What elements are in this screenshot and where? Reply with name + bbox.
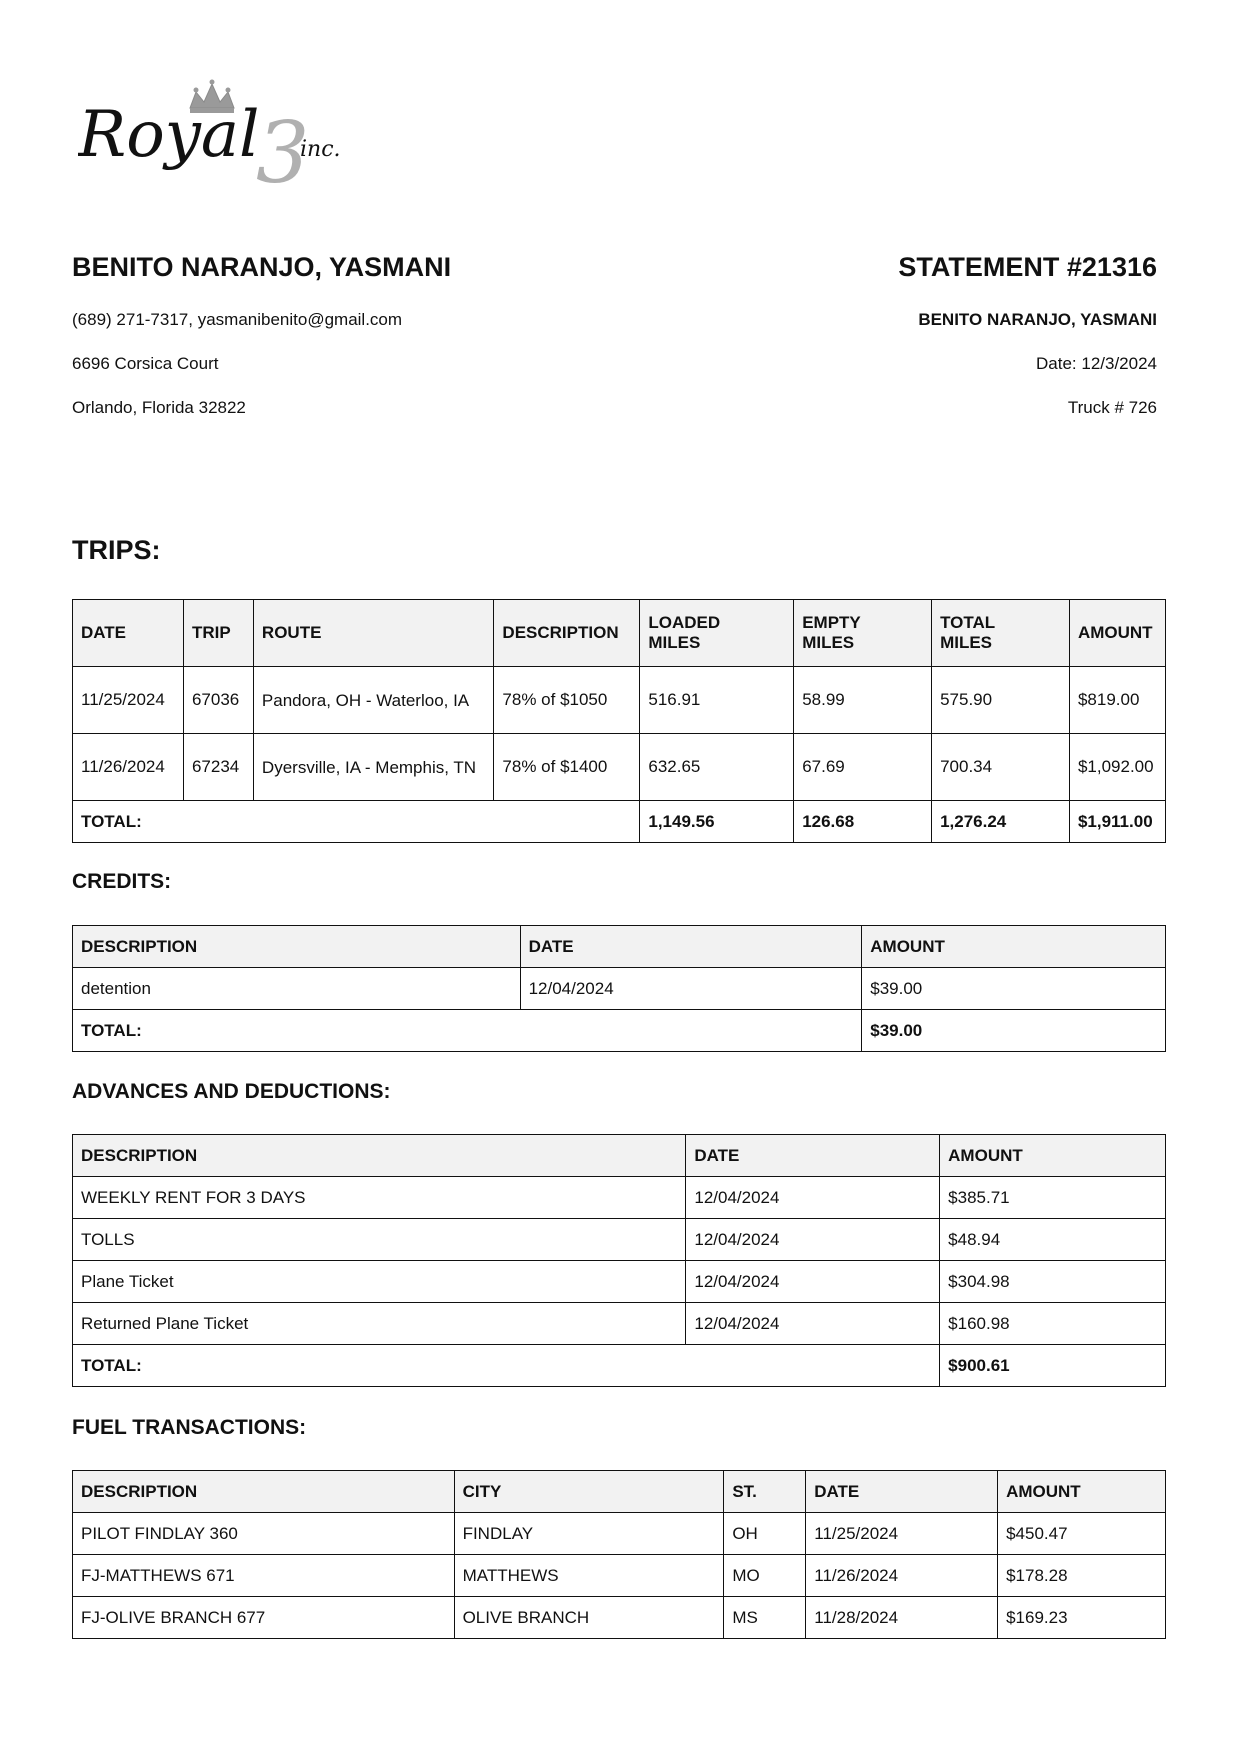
table-cell: 12/04/2024	[686, 1303, 940, 1345]
table-row	[73, 1513, 1166, 1555]
total-label: TOTAL:	[73, 801, 640, 843]
table-cell: $160.98	[940, 1303, 1166, 1345]
table-cell: 516.91	[640, 667, 794, 734]
deductions-title: ADVANCES AND DEDUCTIONS:	[72, 1080, 391, 1103]
driver-address-line1: 6696 Corsica Court	[72, 354, 219, 373]
table-cell: FJ-OLIVE BRANCH 677	[73, 1597, 455, 1639]
deductions-total-row	[73, 1345, 1166, 1387]
trips-table	[72, 599, 1166, 843]
column-header: DATE	[686, 1135, 940, 1177]
driver-address-line2: Orlando, Florida 32822	[72, 398, 246, 417]
table-cell: Dyersville, IA - Memphis, TN	[253, 734, 494, 801]
logo-number-text: 3	[256, 104, 310, 190]
table-cell: Returned Plane Ticket	[73, 1303, 686, 1345]
table-cell: 11/25/2024	[73, 667, 184, 734]
total-empty-miles: 126.68	[794, 801, 932, 843]
credits-table	[72, 925, 1166, 1052]
column-header: DATE	[73, 600, 184, 667]
table-row	[73, 667, 1166, 734]
table-cell: $450.47	[998, 1513, 1166, 1555]
total-label: TOTAL:	[73, 1345, 940, 1387]
table-cell: 78% of $1050	[494, 667, 640, 734]
table-cell: 11/25/2024	[806, 1513, 998, 1555]
table-cell: $819.00	[1069, 667, 1165, 734]
driver-name: BENITO NARANJO, YASMANI	[72, 252, 452, 282]
total-amount: $39.00	[862, 1010, 1166, 1052]
credits-header-row	[73, 926, 1166, 968]
trips-header-row	[73, 600, 1166, 667]
fuel-title: FUEL TRANSACTIONS:	[72, 1416, 307, 1439]
total-amount: $900.61	[940, 1345, 1166, 1387]
table-cell: 12/04/2024	[686, 1261, 940, 1303]
table-row	[73, 1177, 1166, 1219]
driver-contact: (689) 271-7317, yasmanibenito@gmail.com	[72, 310, 403, 329]
table-cell: 67036	[183, 667, 253, 734]
table-row	[73, 734, 1166, 801]
column-header: DESCRIPTION	[73, 926, 521, 968]
column-header: ST.	[724, 1471, 806, 1513]
table-cell: 11/26/2024	[806, 1555, 998, 1597]
column-header: AMOUNT	[940, 1135, 1166, 1177]
crown-logo-icon	[78, 78, 388, 190]
trips-total-row	[73, 801, 1166, 843]
logo-royal-text: Royal	[78, 98, 260, 172]
column-header: CITY	[454, 1471, 724, 1513]
table-cell: 575.90	[932, 667, 1070, 734]
table-cell: $39.00	[862, 968, 1166, 1010]
company-logo	[78, 78, 388, 190]
table-cell: 12/04/2024	[686, 1177, 940, 1219]
deductions-header-row	[73, 1135, 1166, 1177]
table-cell: OLIVE BRANCH	[454, 1597, 724, 1639]
table-cell: Pandora, OH - Waterloo, IA	[253, 667, 494, 734]
table-cell: PILOT FINDLAY 360	[73, 1513, 455, 1555]
fuel-table	[72, 1470, 1166, 1639]
table-cell: 67.69	[794, 734, 932, 801]
column-header: AMOUNT	[1069, 600, 1165, 667]
table-cell: TOLLS	[73, 1219, 686, 1261]
statement-truck: Truck # 726	[1067, 398, 1157, 417]
column-header: DATE	[806, 1471, 998, 1513]
table-row	[73, 1261, 1166, 1303]
statement-driver-name: BENITO NARANJO, YASMANI	[918, 310, 1157, 329]
column-header: AMOUNT	[862, 926, 1166, 968]
table-cell: 78% of $1400	[494, 734, 640, 801]
column-header: TRIP	[183, 600, 253, 667]
table-cell: 12/04/2024	[686, 1219, 940, 1261]
table-cell: $385.71	[940, 1177, 1166, 1219]
fuel-header-row	[73, 1471, 1166, 1513]
statement-title: STATEMENT #21316	[898, 252, 1157, 282]
column-header: DESCRIPTION	[494, 600, 640, 667]
column-header: ROUTE	[253, 600, 494, 667]
table-cell: $48.94	[940, 1219, 1166, 1261]
table-cell: OH	[724, 1513, 806, 1555]
table-cell: 12/04/2024	[520, 968, 862, 1010]
statement-info	[597, 250, 1157, 442]
credits-total-row	[73, 1010, 1166, 1052]
table-cell: $304.98	[940, 1261, 1166, 1303]
column-header: DESCRIPTION	[73, 1471, 455, 1513]
table-cell: MATTHEWS	[454, 1555, 724, 1597]
total-amount: $1,911.00	[1069, 801, 1165, 843]
statement-date: Date: 12/3/2024	[1036, 354, 1157, 373]
table-cell: 632.65	[640, 734, 794, 801]
table-cell: 58.99	[794, 667, 932, 734]
deductions-table	[72, 1134, 1166, 1387]
column-header: DATE	[520, 926, 862, 968]
table-row	[73, 1219, 1166, 1261]
logo-inc-text: inc.	[300, 137, 341, 162]
credits-title: CREDITS:	[72, 870, 172, 893]
table-cell: 700.34	[932, 734, 1070, 801]
table-cell: detention	[73, 968, 521, 1010]
column-header: EMPTY MILES	[794, 600, 932, 667]
table-row	[73, 968, 1166, 1010]
table-cell: 67234	[183, 734, 253, 801]
column-header: DESCRIPTION	[73, 1135, 686, 1177]
table-cell: Plane Ticket	[73, 1261, 686, 1303]
table-cell: $169.23	[998, 1597, 1166, 1639]
table-cell: $178.28	[998, 1555, 1166, 1597]
column-header: LOADED MILES	[640, 600, 794, 667]
driver-info	[72, 250, 632, 442]
table-row	[73, 1303, 1166, 1345]
table-cell: MO	[724, 1555, 806, 1597]
total-loaded-miles: 1,149.56	[640, 801, 794, 843]
table-cell: FJ-MATTHEWS 671	[73, 1555, 455, 1597]
total-miles: 1,276.24	[932, 801, 1070, 843]
column-header: AMOUNT	[998, 1471, 1166, 1513]
table-cell: 11/26/2024	[73, 734, 184, 801]
table-row	[73, 1597, 1166, 1639]
table-cell: FINDLAY	[454, 1513, 724, 1555]
table-cell: MS	[724, 1597, 806, 1639]
column-header: TOTAL MILES	[932, 600, 1070, 667]
table-row	[73, 1555, 1166, 1597]
total-label: TOTAL:	[73, 1010, 862, 1052]
table-cell: WEEKLY RENT FOR 3 DAYS	[73, 1177, 686, 1219]
trips-title: TRIPS:	[72, 535, 161, 565]
table-cell: $1,092.00	[1069, 734, 1165, 801]
table-cell: 11/28/2024	[806, 1597, 998, 1639]
